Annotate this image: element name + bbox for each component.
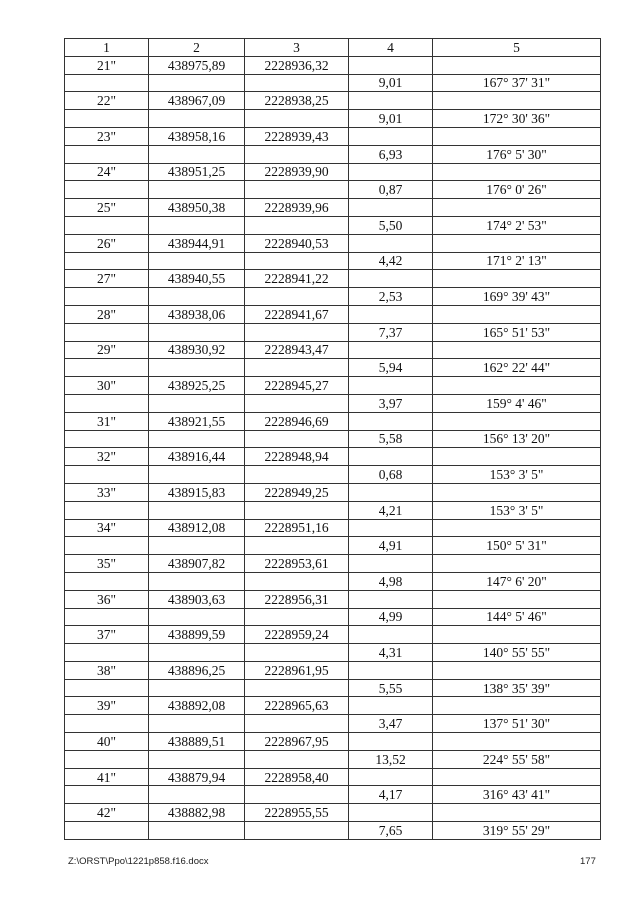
table-row — [65, 92, 601, 110]
table-row — [65, 483, 601, 501]
table-cell-col2: 438944,91 — [149, 234, 245, 252]
table-cell-col5 — [433, 733, 601, 751]
table-cell-col4 — [349, 733, 433, 751]
table-cell-col1: 33" — [65, 483, 149, 501]
table-cell-col1: 25" — [65, 199, 149, 217]
table-cell-col3: 2228945,27 — [245, 377, 349, 395]
table-cell-col3 — [245, 466, 349, 484]
table-cell-col2 — [149, 501, 245, 519]
table-row — [65, 288, 601, 306]
table-cell-col3: 2228941,22 — [245, 270, 349, 288]
table-row — [65, 234, 601, 252]
table-cell-col2: 438921,55 — [149, 412, 245, 430]
table-row — [65, 590, 601, 608]
table-cell-col1 — [65, 394, 149, 412]
table-cell-col2: 438896,25 — [149, 661, 245, 679]
table-cell-col1 — [65, 786, 149, 804]
table-cell-col4: 5,55 — [349, 679, 433, 697]
table-cell-col1 — [65, 750, 149, 768]
table-cell-col3 — [245, 394, 349, 412]
table-cell-col1: 23" — [65, 127, 149, 145]
table-cell-col1: 22" — [65, 92, 149, 110]
table-cell-col4: 0,68 — [349, 466, 433, 484]
table-cell-col3 — [245, 572, 349, 590]
table-row — [65, 750, 601, 768]
table-cell-col1 — [65, 466, 149, 484]
table-cell-col5 — [433, 234, 601, 252]
table-body — [65, 56, 601, 839]
table-row — [65, 252, 601, 270]
table-cell-col1 — [65, 288, 149, 306]
table-row — [65, 181, 601, 199]
table-cell-col3: 2228938,25 — [245, 92, 349, 110]
table-cell-col2 — [149, 679, 245, 697]
table-cell-col4 — [349, 626, 433, 644]
table-cell-col1: 26" — [65, 234, 149, 252]
table-cell-col5: 153° 3' 5" — [433, 501, 601, 519]
table-row — [65, 572, 601, 590]
table-cell-col2: 438938,06 — [149, 305, 245, 323]
table-cell-col1: 38" — [65, 661, 149, 679]
table-cell-col3 — [245, 537, 349, 555]
table-cell-col4 — [349, 127, 433, 145]
table-row — [65, 145, 601, 163]
header-cell-5: 5 — [433, 39, 601, 57]
table-cell-col5: 171° 2' 13" — [433, 252, 601, 270]
table-cell-col1 — [65, 608, 149, 626]
table-cell-col5 — [433, 804, 601, 822]
table-row — [65, 56, 601, 74]
table-cell-col1 — [65, 572, 149, 590]
table-cell-col4 — [349, 270, 433, 288]
table-cell-col1: 30" — [65, 377, 149, 395]
table-cell-col3: 2228941,67 — [245, 305, 349, 323]
table-cell-col3: 2228959,24 — [245, 626, 349, 644]
table-cell-col2 — [149, 252, 245, 270]
table-cell-col4: 7,65 — [349, 822, 433, 840]
table-cell-col4 — [349, 377, 433, 395]
table-cell-col2: 438899,59 — [149, 626, 245, 644]
table-cell-col1: 41" — [65, 768, 149, 786]
table-cell-col4 — [349, 804, 433, 822]
table-cell-col4 — [349, 483, 433, 501]
table-cell-col1 — [65, 822, 149, 840]
table-cell-col2 — [149, 466, 245, 484]
table-cell-col5: 147° 6' 20" — [433, 572, 601, 590]
table-cell-col5 — [433, 377, 601, 395]
table-row — [65, 768, 601, 786]
table-cell-col3 — [245, 750, 349, 768]
table-cell-col2 — [149, 537, 245, 555]
table-row — [65, 448, 601, 466]
table-cell-col5: 169° 39' 43" — [433, 288, 601, 306]
table-row — [65, 270, 601, 288]
table-cell-col2: 438958,16 — [149, 127, 245, 145]
table-cell-col5: 167° 37' 31" — [433, 74, 601, 92]
table-cell-col3: 2228967,95 — [245, 733, 349, 751]
table-cell-col4 — [349, 590, 433, 608]
table-row — [65, 394, 601, 412]
table-cell-col2: 438916,44 — [149, 448, 245, 466]
table-cell-col5: 316° 43' 41" — [433, 786, 601, 804]
table-cell-col5: 172° 30' 36" — [433, 110, 601, 128]
table-cell-col4 — [349, 199, 433, 217]
table-cell-col4 — [349, 341, 433, 359]
table-cell-col4: 3,47 — [349, 715, 433, 733]
table-cell-col5: 144° 5' 46" — [433, 608, 601, 626]
table-cell-col1: 24" — [65, 163, 149, 181]
table-cell-col5 — [433, 483, 601, 501]
table-cell-col4: 13,52 — [349, 750, 433, 768]
header-cell-1: 1 — [65, 39, 149, 57]
table-cell-col1: 27" — [65, 270, 149, 288]
table-row — [65, 216, 601, 234]
table-cell-col2 — [149, 288, 245, 306]
table-cell-col2: 438940,55 — [149, 270, 245, 288]
table-cell-col1 — [65, 715, 149, 733]
table-row — [65, 822, 601, 840]
table-cell-col2 — [149, 715, 245, 733]
table-cell-col5 — [433, 412, 601, 430]
table-row — [65, 715, 601, 733]
table-cell-col2: 438892,08 — [149, 697, 245, 715]
table-cell-col5 — [433, 199, 601, 217]
table-cell-col5: 224° 55' 58" — [433, 750, 601, 768]
table-cell-col1: 29" — [65, 341, 149, 359]
table-cell-col2 — [149, 822, 245, 840]
table-cell-col3 — [245, 323, 349, 341]
table-cell-col1: 28" — [65, 305, 149, 323]
table-cell-col2: 438879,94 — [149, 768, 245, 786]
table-cell-col1 — [65, 74, 149, 92]
table-cell-col1 — [65, 110, 149, 128]
table-row — [65, 608, 601, 626]
table-cell-col3 — [245, 822, 349, 840]
table-row — [65, 786, 601, 804]
table-cell-col5 — [433, 661, 601, 679]
table-cell-col4 — [349, 519, 433, 537]
table-row — [65, 466, 601, 484]
table-cell-col4: 4,91 — [349, 537, 433, 555]
table-cell-col4 — [349, 56, 433, 74]
footer-file-path: Z:\ORST\Ppo\1221p858.f16.docx — [68, 856, 209, 867]
table-cell-col5 — [433, 768, 601, 786]
table-cell-col2: 438907,82 — [149, 555, 245, 573]
table-cell-col3 — [245, 288, 349, 306]
table-cell-col2 — [149, 644, 245, 662]
table-cell-col4: 4,17 — [349, 786, 433, 804]
table-cell-col5 — [433, 519, 601, 537]
table-cell-col4 — [349, 555, 433, 573]
table-cell-col3: 2228939,90 — [245, 163, 349, 181]
table-cell-col1 — [65, 537, 149, 555]
table-cell-col3 — [245, 145, 349, 163]
table-cell-col1 — [65, 430, 149, 448]
table-cell-col1: 40" — [65, 733, 149, 751]
table-cell-col2: 438915,83 — [149, 483, 245, 501]
table-cell-col3: 2228961,95 — [245, 661, 349, 679]
table-cell-col2 — [149, 74, 245, 92]
table-cell-col4: 2,53 — [349, 288, 433, 306]
header-cell-2: 2 — [149, 39, 245, 57]
table-cell-col5 — [433, 92, 601, 110]
table-row — [65, 412, 601, 430]
table-cell-col4: 9,01 — [349, 74, 433, 92]
table-cell-col1: 42" — [65, 804, 149, 822]
table-row — [65, 199, 601, 217]
table-cell-col3: 2228946,69 — [245, 412, 349, 430]
table-cell-col1 — [65, 323, 149, 341]
table-cell-col5 — [433, 127, 601, 145]
table-cell-col1: 39" — [65, 697, 149, 715]
table-cell-col4: 5,58 — [349, 430, 433, 448]
table-cell-col5: 319° 55' 29" — [433, 822, 601, 840]
table-cell-col4 — [349, 163, 433, 181]
header-cell-3: 3 — [245, 39, 349, 57]
table-cell-col2: 438882,98 — [149, 804, 245, 822]
table-cell-col1 — [65, 181, 149, 199]
table-cell-col4: 4,42 — [349, 252, 433, 270]
table-cell-col5 — [433, 163, 601, 181]
table-cell-col4 — [349, 661, 433, 679]
table-cell-col3 — [245, 74, 349, 92]
table-cell-col3: 2228965,63 — [245, 697, 349, 715]
table-cell-col1 — [65, 644, 149, 662]
table-row — [65, 501, 601, 519]
table-cell-col4: 5,50 — [349, 216, 433, 234]
table-row — [65, 163, 601, 181]
table-cell-col3 — [245, 644, 349, 662]
table-cell-col1 — [65, 252, 149, 270]
table-row — [65, 679, 601, 697]
table-header-row — [65, 39, 601, 57]
table-cell-col4: 4,99 — [349, 608, 433, 626]
table-cell-col3 — [245, 501, 349, 519]
table-cell-col2: 438930,92 — [149, 341, 245, 359]
table-cell-col2: 438975,89 — [149, 56, 245, 74]
table-cell-col5: 174° 2' 53" — [433, 216, 601, 234]
table-cell-col2: 438951,25 — [149, 163, 245, 181]
table-cell-col3: 2228958,40 — [245, 768, 349, 786]
table-cell-col4 — [349, 768, 433, 786]
table-cell-col4: 6,93 — [349, 145, 433, 163]
table-cell-col4: 5,94 — [349, 359, 433, 377]
table-cell-col2 — [149, 430, 245, 448]
table-cell-col1: 37" — [65, 626, 149, 644]
table-cell-col4: 4,98 — [349, 572, 433, 590]
table-row — [65, 323, 601, 341]
table-cell-col4: 3,97 — [349, 394, 433, 412]
footer-page-number: 177 — [580, 856, 596, 867]
table-cell-col3: 2228939,96 — [245, 199, 349, 217]
table-cell-col2: 438912,08 — [149, 519, 245, 537]
table-cell-col4 — [349, 305, 433, 323]
table-cell-col3: 2228955,55 — [245, 804, 349, 822]
table-cell-col5: 150° 5' 31" — [433, 537, 601, 555]
table-row — [65, 733, 601, 751]
table-cell-col3: 2228948,94 — [245, 448, 349, 466]
table-cell-col5 — [433, 56, 601, 74]
table-row — [65, 804, 601, 822]
table-row — [65, 697, 601, 715]
table-cell-col1 — [65, 359, 149, 377]
table-cell-col4: 9,01 — [349, 110, 433, 128]
table-cell-col5 — [433, 626, 601, 644]
table-cell-col2 — [149, 394, 245, 412]
table-cell-col5 — [433, 448, 601, 466]
table-cell-col5 — [433, 341, 601, 359]
table-cell-col1: 36" — [65, 590, 149, 608]
table-cell-col5 — [433, 697, 601, 715]
table-cell-col2 — [149, 608, 245, 626]
table-cell-col2 — [149, 145, 245, 163]
table-cell-col3 — [245, 359, 349, 377]
table-cell-col5: 162° 22' 44" — [433, 359, 601, 377]
coordinates-table — [64, 38, 601, 840]
table-cell-col4: 4,21 — [349, 501, 433, 519]
table-cell-col3: 2228940,53 — [245, 234, 349, 252]
header-cell-4: 4 — [349, 39, 433, 57]
table-cell-col1 — [65, 501, 149, 519]
table-row — [65, 127, 601, 145]
table-cell-col3: 2228949,25 — [245, 483, 349, 501]
table-cell-col3 — [245, 608, 349, 626]
table-row — [65, 359, 601, 377]
table-row — [65, 519, 601, 537]
table-cell-col4 — [349, 697, 433, 715]
table-cell-col2: 438967,09 — [149, 92, 245, 110]
table-cell-col5: 159° 4' 46" — [433, 394, 601, 412]
table-cell-col3 — [245, 715, 349, 733]
table-cell-col3 — [245, 110, 349, 128]
table-cell-col5: 176° 5' 30" — [433, 145, 601, 163]
table-cell-col1 — [65, 216, 149, 234]
table-cell-col4: 0,87 — [349, 181, 433, 199]
table-cell-col5: 156° 13' 20" — [433, 430, 601, 448]
table-cell-col2 — [149, 216, 245, 234]
table-cell-col4 — [349, 92, 433, 110]
table-cell-col1: 35" — [65, 555, 149, 573]
table-cell-col3: 2228936,32 — [245, 56, 349, 74]
table-cell-col2: 438903,63 — [149, 590, 245, 608]
table-cell-col3 — [245, 216, 349, 234]
table-cell-col3 — [245, 679, 349, 697]
table-row — [65, 661, 601, 679]
table-row — [65, 537, 601, 555]
table-cell-col5 — [433, 590, 601, 608]
table-cell-col1 — [65, 679, 149, 697]
table-cell-col2 — [149, 786, 245, 804]
table-cell-col2 — [149, 359, 245, 377]
table-cell-col1 — [65, 145, 149, 163]
table-row — [65, 377, 601, 395]
table-cell-col2: 438889,51 — [149, 733, 245, 751]
table-cell-col4 — [349, 412, 433, 430]
table-cell-col2 — [149, 110, 245, 128]
table-cell-col2: 438950,38 — [149, 199, 245, 217]
table-cell-col5: 153° 3' 5" — [433, 466, 601, 484]
table-cell-col2: 438925,25 — [149, 377, 245, 395]
table-cell-col3: 2228943,47 — [245, 341, 349, 359]
table-cell-col3: 2228956,31 — [245, 590, 349, 608]
table-row — [65, 341, 601, 359]
table-cell-col4 — [349, 234, 433, 252]
table-row — [65, 626, 601, 644]
table-cell-col5 — [433, 270, 601, 288]
table-cell-col5: 138° 35' 39" — [433, 679, 601, 697]
table-cell-col3: 2228953,61 — [245, 555, 349, 573]
table-cell-col4: 7,37 — [349, 323, 433, 341]
table-cell-col4 — [349, 448, 433, 466]
table-cell-col5: 176° 0' 26" — [433, 181, 601, 199]
table-cell-col3: 2228939,43 — [245, 127, 349, 145]
table-cell-col1: 21" — [65, 56, 149, 74]
table-row — [65, 74, 601, 92]
table-row — [65, 110, 601, 128]
table-cell-col4: 4,31 — [349, 644, 433, 662]
table-cell-col2 — [149, 181, 245, 199]
table-cell-col5: 165° 51' 53" — [433, 323, 601, 341]
table-cell-col2 — [149, 323, 245, 341]
table-row — [65, 555, 601, 573]
table-row — [65, 644, 601, 662]
table-cell-col5 — [433, 555, 601, 573]
table-cell-col3: 2228951,16 — [245, 519, 349, 537]
table-cell-col3 — [245, 252, 349, 270]
table-cell-col3 — [245, 430, 349, 448]
table-row — [65, 430, 601, 448]
table-cell-col2 — [149, 750, 245, 768]
table-cell-col5 — [433, 305, 601, 323]
table-row — [65, 305, 601, 323]
table-cell-col1: 31" — [65, 412, 149, 430]
table-cell-col3 — [245, 786, 349, 804]
table-cell-col1: 32" — [65, 448, 149, 466]
table-cell-col5: 137° 51' 30" — [433, 715, 601, 733]
table-cell-col5: 140° 55' 55" — [433, 644, 601, 662]
table-cell-col2 — [149, 572, 245, 590]
table-cell-col3 — [245, 181, 349, 199]
table-cell-col1: 34" — [65, 519, 149, 537]
